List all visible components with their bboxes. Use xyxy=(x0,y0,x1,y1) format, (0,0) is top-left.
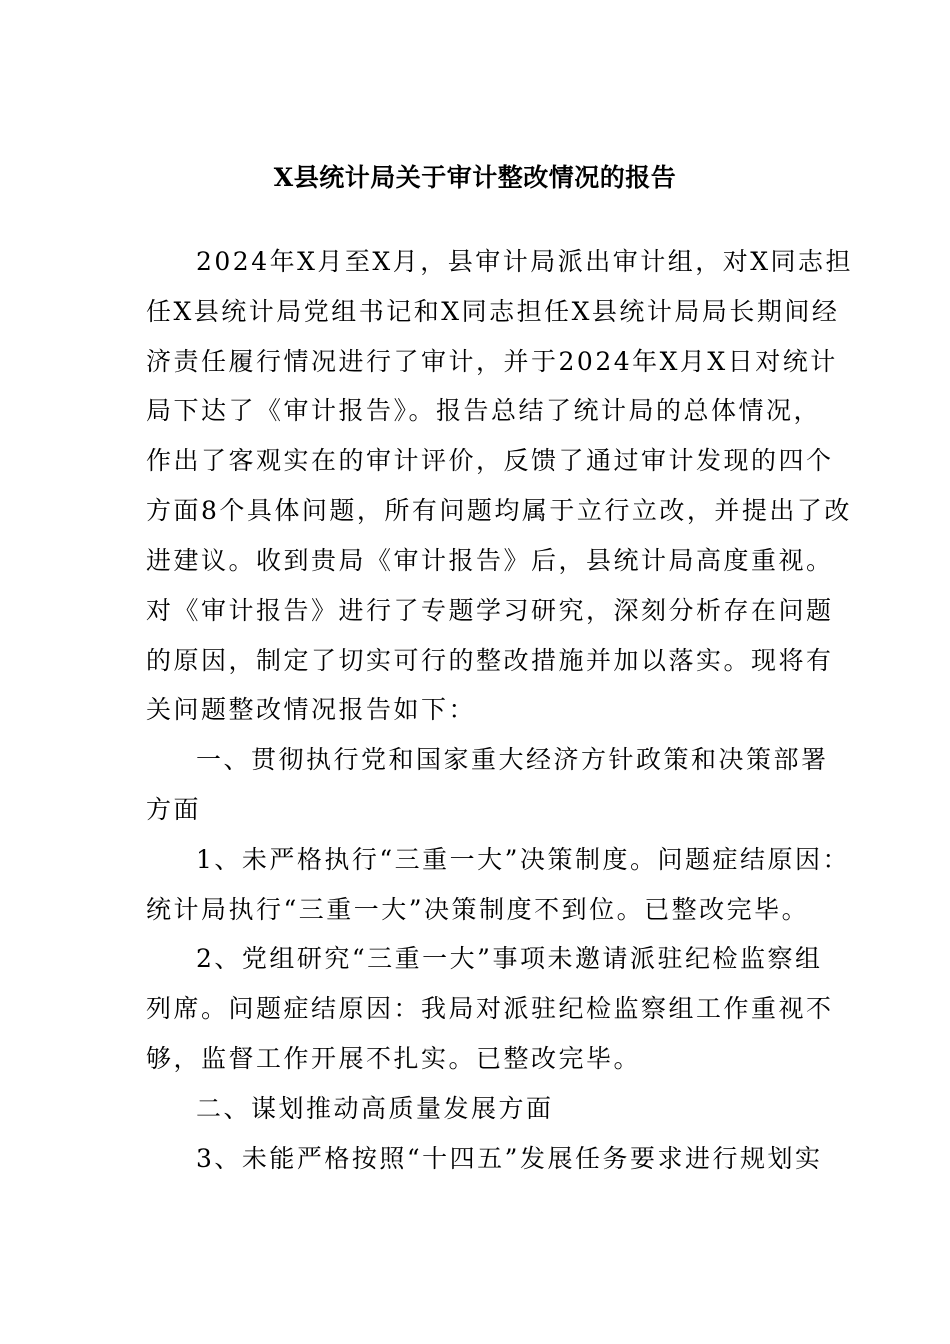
paragraph-line: 局下达了《审计报告》。报告总结了统计局的总体情况， xyxy=(146,396,822,425)
item-line: 1、未严格执行“三重一大”决策制度。问题症结原因： xyxy=(196,845,850,874)
paragraph-line: 任X县统计局党组书记和X同志担任X县统计局局长期间经 xyxy=(146,297,840,326)
item-line: 2、党组研究“三重一大”事项未邀请派驻纪检监察组 xyxy=(196,944,823,973)
paragraph-line: 济责任履行情况进行了审计，并于2024年X月X日对统计 xyxy=(146,347,838,376)
section-heading-line: 二、谋划推动高质量发展方面 xyxy=(196,1094,554,1123)
paragraph-line: 对《审计报告》进行了专题学习研究，深刻分析存在问题 xyxy=(146,596,834,625)
section-heading-line: 方面 xyxy=(146,795,202,824)
paragraph-line: 进建议。收到贵局《审计报告》后，县统计局高度重视。 xyxy=(146,546,834,575)
section-heading-line: 一、贯彻执行党和国家重大经济方针政策和决策部署 xyxy=(196,745,829,774)
item-line: 统计局执行“三重一大”决策制度不到位。已整改完毕。 xyxy=(146,895,810,924)
document-title: X县统计局关于审计整改情况的报告 xyxy=(273,163,677,192)
paragraph-line: 的原因，制定了切实可行的整改措施并加以落实。现将有 xyxy=(146,646,834,675)
item-line: 够，监督工作开展不扎实。已整改完毕。 xyxy=(146,1044,642,1073)
item-line: 列席。问题症结原因：我局对派驻纪检监察组工作重视不 xyxy=(146,994,834,1023)
paragraph-line: 2024年X月至X月，县审计局派出审计组，对X同志担 xyxy=(196,247,854,276)
paragraph-line: 方面8个具体问题，所有问题均属于立行立改，并提出了改 xyxy=(146,496,852,525)
paragraph-line: 作出了客观实在的审计评价，反馈了通过审计发现的四个 xyxy=(146,446,834,475)
paragraph-line: 关问题整改情况报告如下： xyxy=(146,695,477,724)
item-line: 3、未能严格按照“十四五”发展任务要求进行规划实 xyxy=(196,1144,823,1173)
